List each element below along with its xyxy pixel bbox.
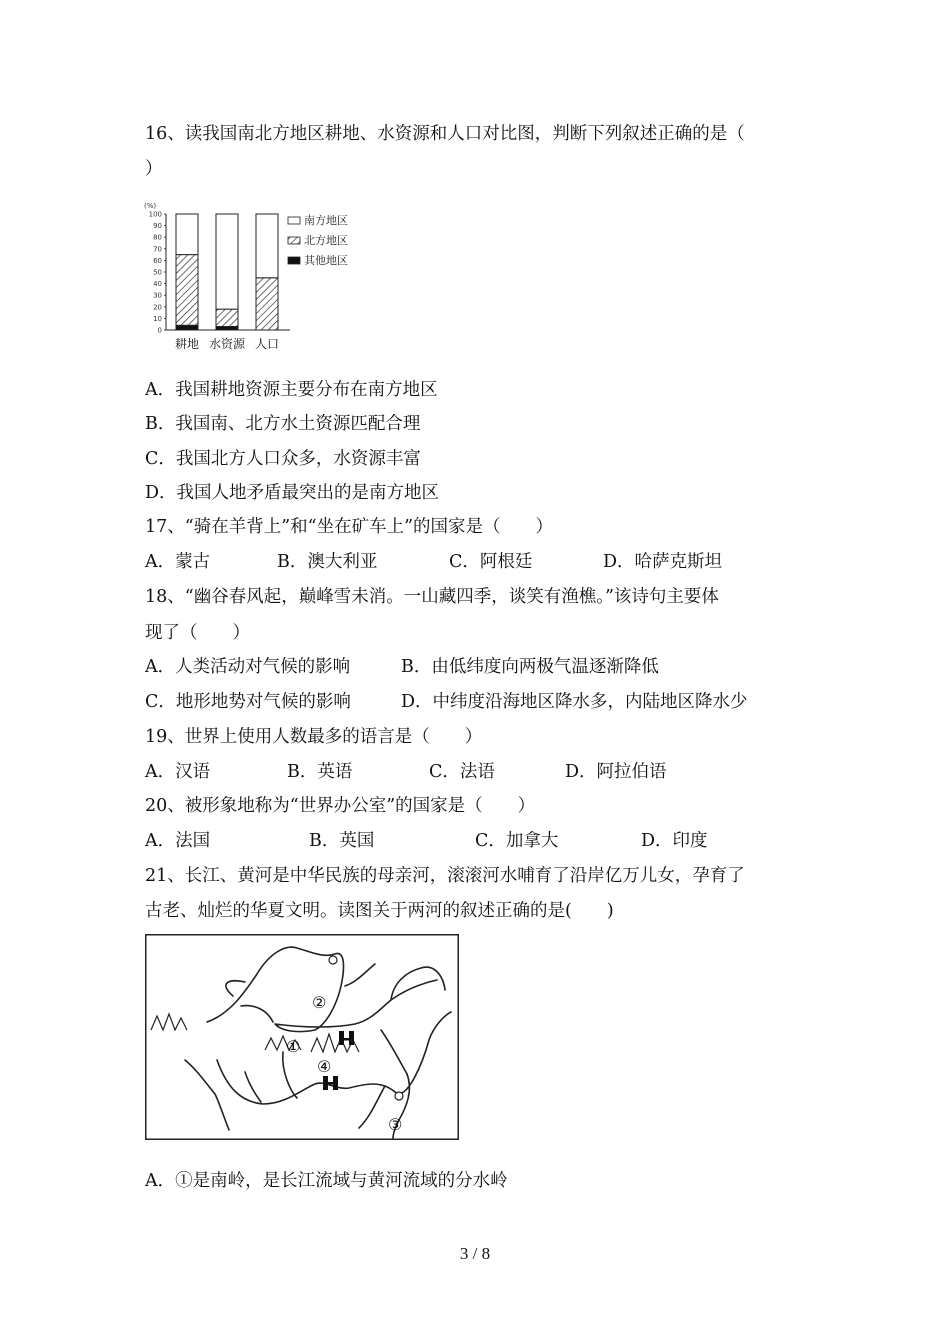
q17-option-c: C．阿根廷 <box>449 552 533 572</box>
y-tick-label: 40 <box>153 280 162 289</box>
legend-swatch <box>288 257 300 264</box>
q16-stem-line1: 16、读我国南北方地区耕地、水资源和人口对比图，判断下列叙述正确的是（ <box>145 124 745 144</box>
y-tick-label: 100 <box>148 210 162 219</box>
y-tick-label: 30 <box>153 291 162 300</box>
x-tick-label: 耕地 <box>174 337 200 351</box>
q19-stem: 19、世界上使用人数最多的语言是（ ） <box>145 727 483 747</box>
q19-option-c: C．法语 <box>429 762 495 782</box>
q16-option-c: C．我国北方人口众多，水资源丰富 <box>145 449 421 469</box>
y-unit-label: (%) <box>144 202 157 210</box>
y-tick-label: 50 <box>153 268 162 277</box>
q18-option-a: A．人类活动对气候的影响 <box>145 657 351 677</box>
q20-option-d: D．印度 <box>641 831 708 851</box>
q17-stem: 17、“骑在羊背上”和“坐在矿车上”的国家是（ ） <box>145 517 554 537</box>
q20-option-b: B．英国 <box>309 831 375 851</box>
q16-option-a: A．我国耕地资源主要分布在南方地区 <box>145 380 438 400</box>
dam-marker <box>339 1038 354 1041</box>
q18-option-b: B．由低纬度向两极气温逐渐降低 <box>401 657 659 677</box>
bar-segment <box>216 214 238 309</box>
legend-swatch <box>288 217 300 224</box>
x-axis-labels <box>175 336 279 351</box>
bar-segment <box>256 278 278 330</box>
bar-segment <box>256 214 278 278</box>
map-label-4: ④ <box>317 1057 332 1076</box>
bar-segment <box>176 325 198 330</box>
legend-label: 其他地区 <box>304 254 348 267</box>
q21-option-a: A．①是南岭，是长江流域与黄河流域的分水岭 <box>145 1171 508 1191</box>
q20-stem: 20、被形象地称为“世界办公室”的国家是（ ） <box>145 796 536 816</box>
q16-stem-line2: ） <box>145 159 163 179</box>
x-tick-label: 水资源 <box>208 337 246 351</box>
q19-option-b: B．英语 <box>287 762 353 782</box>
bar-segment <box>176 214 198 255</box>
q16-option-b: B．我国南、北方水土资源匹配合理 <box>145 414 421 434</box>
y-tick-label: 70 <box>153 245 162 254</box>
map-point-top <box>329 956 337 964</box>
dam-marker <box>323 1082 338 1085</box>
q18-stem-line2: 现了（ ） <box>145 623 250 643</box>
y-tick-label: 90 <box>153 222 162 231</box>
map-frame <box>146 935 459 1140</box>
q20-option-a: A．法国 <box>145 831 211 851</box>
map-point-mouth <box>395 1092 403 1100</box>
q17-option-b: B．澳大利亚 <box>277 552 378 572</box>
y-tick-label: 60 <box>153 256 162 265</box>
y-tick-label: 80 <box>153 233 162 242</box>
map-label-3: ③ <box>388 1115 403 1134</box>
bars <box>176 214 278 330</box>
bar-segment <box>216 327 238 330</box>
legend-swatch <box>288 237 300 244</box>
q19-option-d: D．阿拉伯语 <box>565 762 667 782</box>
map-label-2: ② <box>312 993 327 1012</box>
q18-option-c: C．地形地势对气候的影响 <box>145 692 351 712</box>
y-tick-label: 0 <box>157 326 162 335</box>
q19-option-a: A．汉语 <box>145 762 211 782</box>
x-tick-label: 人口 <box>254 337 280 351</box>
bar-segment <box>176 255 198 326</box>
y-tick-label: 10 <box>153 314 162 323</box>
y-tick-label: 20 <box>153 303 162 312</box>
q21-stem-line1: 21、长江、黄河是中华民族的母亲河，滚滚河水哺育了沿岸亿万儿女，孕育了 <box>145 866 745 886</box>
page-number: 3 / 8 <box>459 1244 491 1263</box>
legend <box>288 213 348 267</box>
bar-segment <box>216 309 238 326</box>
q17-option-a: A．蒙古 <box>145 552 211 572</box>
legend-label: 南方地区 <box>304 214 348 227</box>
q20-option-c: C．加拿大 <box>475 831 559 851</box>
q21-stem-line2: 古老、灿烂的华夏文明。读图关于两河的叙述正确的是( ) <box>145 901 614 921</box>
q16-option-d: D．我国人地矛盾最突出的是南方地区 <box>145 483 440 503</box>
legend-label: 北方地区 <box>304 234 348 247</box>
rivers-map <box>145 934 459 1140</box>
q18-stem-line1: 18、“幽谷春风起，巅峰雪未消。一山藏四季，谈笑有渔樵。”该诗句主要体 <box>145 587 719 607</box>
stacked-bar-chart <box>140 196 380 358</box>
q17-option-d: D．哈萨克斯坦 <box>603 552 723 572</box>
q18-option-d: D．中纬度沿海地区降水多，内陆地区降水少 <box>401 692 748 712</box>
map-label-1: ① <box>286 1037 301 1056</box>
